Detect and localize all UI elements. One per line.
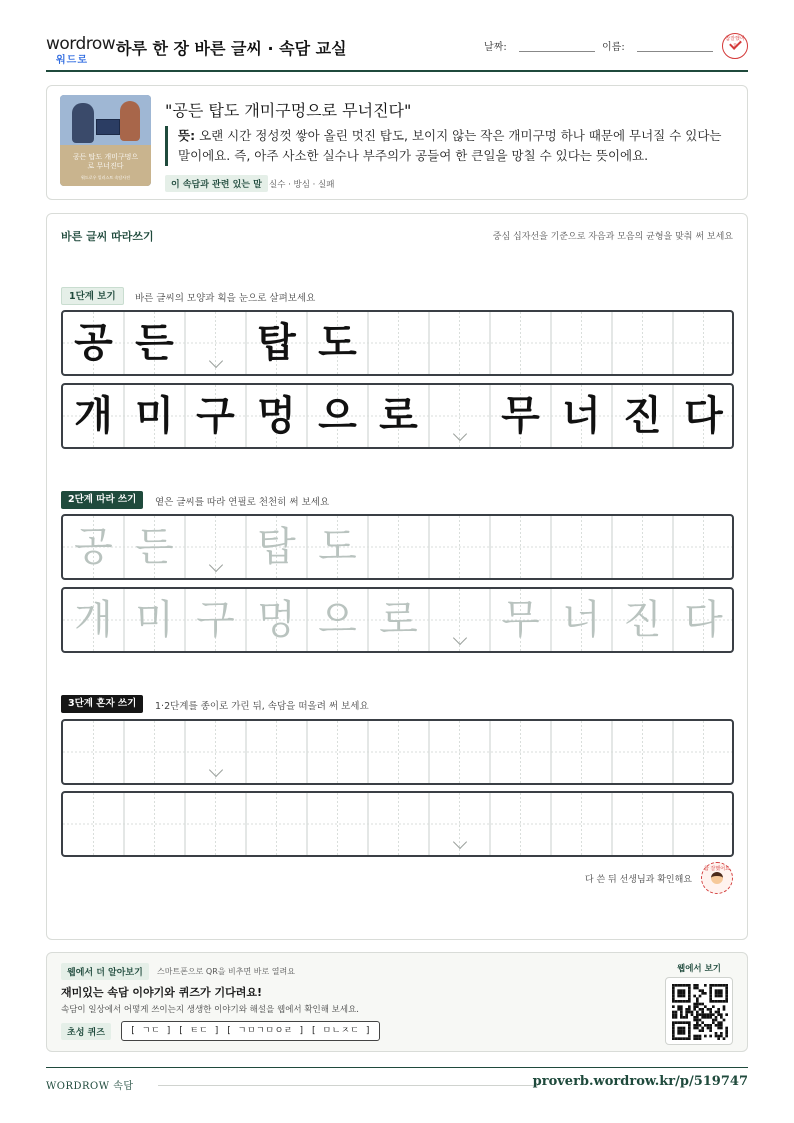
practice-char: 공 [74, 524, 113, 570]
related-keywords: 실수 · 방심 · 실패 [269, 180, 335, 190]
laptop-icon [96, 119, 120, 135]
practice-char: 다 [684, 393, 723, 439]
stamp-text: 참 잘했어요 [704, 866, 730, 872]
web-view-label: 웹에서 보기 [676, 964, 721, 974]
practice-char: 구 [196, 393, 235, 439]
proverb-title: "공든 탑도 개미구멍으로 무너진다" [165, 101, 412, 120]
practice-hint: 중심 십자선을 기준으로 자음과 모음의 균형을 맞춰 써 보세요 [492, 232, 733, 242]
web-more-card [46, 952, 748, 1052]
footer-brand: WORDROW 속담 [46, 1081, 134, 1092]
proverb-meaning [165, 126, 735, 166]
page-title: 하루 한 장 바른 글씨 · 속담 교실 [116, 39, 347, 58]
practice-char: 멍 [257, 597, 296, 643]
practice-char: 미 [135, 393, 174, 439]
proverb-card [46, 85, 748, 200]
practice-char: 진 [623, 393, 662, 439]
related-words-tag: 이 속담과 관련 있는 말 [165, 175, 268, 192]
stage-2-row-1[interactable] [61, 514, 734, 580]
qr-hint: 스마트폰으로 QR을 비추면 바로 열려요 [157, 967, 295, 976]
proverb-illustration [60, 95, 151, 186]
date-field[interactable] [484, 38, 595, 53]
practice-char: 개 [74, 597, 113, 643]
illustration-caption: 공든 탑도 개미구멍으로 무너진다 [72, 153, 139, 170]
practice-char: 로 [379, 393, 418, 439]
check-seal-icon [722, 33, 748, 59]
practice-char: 멍 [257, 393, 296, 439]
logo-subtext: 워드로 [56, 55, 88, 66]
stage-1-label: 1단계 보기 [61, 287, 124, 305]
practice-char: 도 [318, 320, 357, 366]
footer-url[interactable]: proverb.wordrow.kr/p/519747 [532, 1074, 748, 1089]
practice-char: 으 [318, 393, 357, 439]
name-label: 이름: [602, 42, 625, 53]
practice-char: 공 [74, 320, 113, 366]
person-icon [120, 101, 140, 141]
practice-char: 다 [684, 597, 723, 643]
stage-3-row-2[interactable] [61, 791, 734, 857]
practice-char: 탑 [257, 320, 296, 366]
page-header [46, 30, 748, 72]
practice-char: 구 [196, 597, 235, 643]
practice-char: 무 [501, 393, 540, 439]
page-footer [46, 1067, 748, 1092]
practice-title: 바른 글씨 따라쓰기 [61, 230, 154, 243]
meaning-label: 뜻: [178, 128, 196, 143]
date-label: 날짜: [484, 42, 507, 53]
stage-3-label: 3단계 혼자 쓰기 [61, 695, 143, 713]
practice-char: 탑 [257, 524, 296, 570]
quiz-badge: 초성 퀴즈 [61, 1023, 111, 1040]
practice-panel [46, 213, 748, 940]
stage-1-row-1 [61, 310, 734, 376]
web-more-title: 재미있는 속담 이야기와 퀴즈가 기다려요! [61, 986, 262, 999]
seal-text: 참잘했어요 [725, 36, 745, 49]
practice-char: 든 [135, 320, 174, 366]
stage-2-label: 2단계 따라 쓰기 [61, 491, 143, 509]
practice-char: 으 [318, 597, 357, 643]
stage-3-row-1[interactable] [61, 719, 734, 785]
practice-char: 든 [135, 524, 174, 570]
practice-char: 미 [135, 597, 174, 643]
stage-2-desc: 옅은 글씨를 따라 연필로 천천히 써 보세요 [155, 497, 330, 508]
teacher-face-icon [711, 872, 723, 884]
practice-char: 진 [623, 597, 662, 643]
stage-1-row-2 [61, 383, 734, 449]
name-field[interactable] [602, 38, 713, 53]
stage-3-desc: 1·2단계를 종이로 가린 뒤, 속담을 떠올려 써 보세요 [155, 701, 369, 712]
illustration-subcaption: 워드로우 일러스트 속담사전 [81, 175, 130, 180]
teacher-check-note: 다 쓴 뒤 선생님과 확인해요 [584, 875, 692, 885]
stage-2-row-2[interactable] [61, 587, 734, 653]
web-more-desc: 속담이 일상에서 어떻게 쓰이는지 생생한 이야기와 해설을 웹에서 확인해 보세요. [61, 1005, 359, 1015]
stage-1-desc: 바른 글씨의 모양과 획을 눈으로 살펴보세요 [135, 293, 316, 304]
web-more-badge: 웹에서 더 알아보기 [61, 963, 149, 980]
meaning-text: 오랜 시간 정성껏 쌓아 올린 멋진 탑도, 보이지 않는 작은 개미구멍 하나 때문에 무너질 수 있다는 말이에요. 즉, 아주 사소한 실수나 부주의가 공들여 한 큰일을 망칠 수 있다는 뜻이에요. [178, 128, 722, 163]
practice-char: 개 [74, 393, 113, 439]
person-icon [72, 103, 94, 143]
qr-code-icon[interactable] [665, 977, 733, 1045]
logo-text: wordrow [46, 34, 116, 54]
practice-char: 로 [379, 597, 418, 643]
practice-char: 너 [562, 597, 601, 643]
chosung-quiz: [ ㄱㄷ ] [ ㅌㄷ ] [ ㄱㅁㄱㅁㅇㄹ ] [ ㅁㄴㅈㄷ ] [121, 1021, 380, 1041]
teacher-stamp-icon [701, 862, 733, 894]
practice-char: 도 [318, 524, 357, 570]
practice-char: 무 [501, 597, 540, 643]
practice-char: 너 [562, 393, 601, 439]
